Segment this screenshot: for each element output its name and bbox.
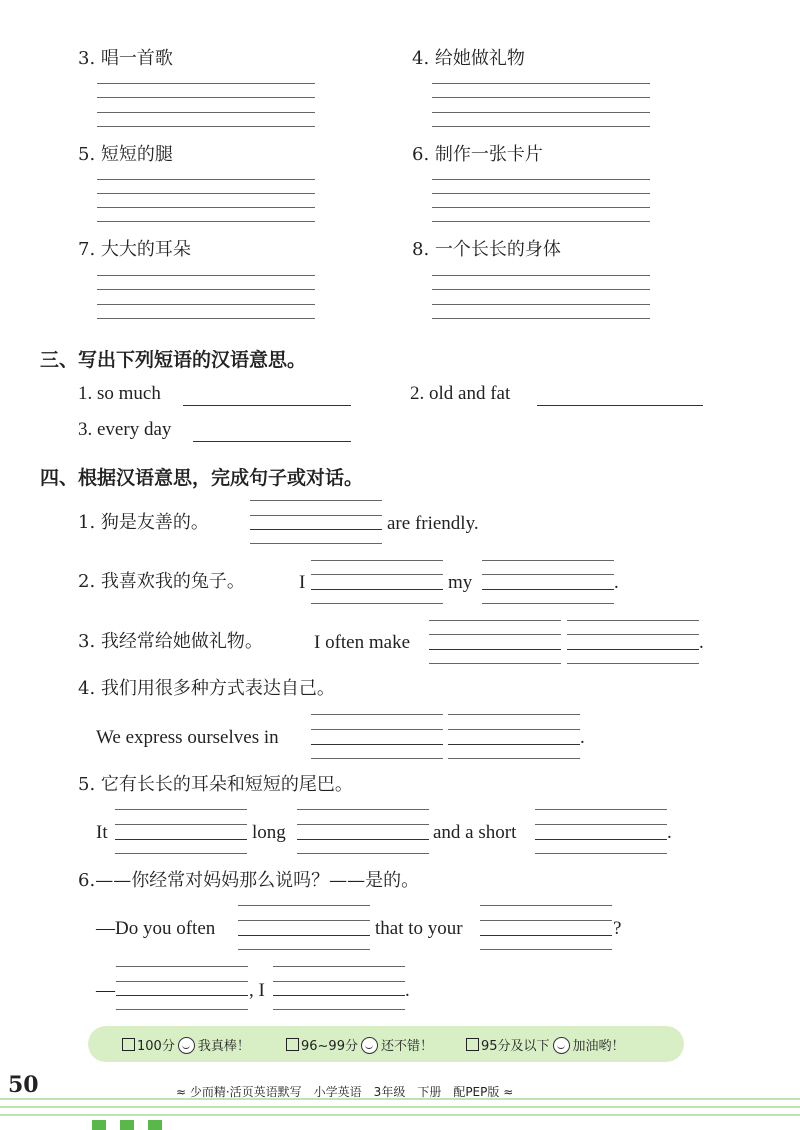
grid-line[interactable]: [273, 966, 405, 967]
grid-line[interactable]: [311, 603, 443, 604]
q3-end: .: [699, 632, 704, 653]
s3-item-3: 3. every day: [78, 419, 172, 440]
writing-line[interactable]: [97, 83, 315, 84]
q3-pre: I often make: [314, 632, 411, 653]
grid-line[interactable]: [116, 966, 248, 967]
q6-ans-pre: —: [96, 980, 115, 1001]
writing-line[interactable]: [97, 193, 315, 194]
q6-ans-mid: , I: [249, 980, 265, 1001]
writing-line[interactable]: [97, 304, 315, 305]
grid-line[interactable]: [448, 714, 580, 715]
grid-line[interactable]: [311, 574, 443, 575]
grid-line[interactable]: [429, 634, 561, 635]
writing-line[interactable]: [97, 207, 315, 208]
grid-line[interactable]: [480, 905, 612, 906]
q5-pre: It: [96, 822, 108, 843]
grid-line[interactable]: [297, 809, 429, 810]
q3-cn: 3. 我经常给她做礼物。: [78, 631, 263, 652]
item-5: 5. 短短的腿: [78, 144, 173, 165]
grid-line[interactable]: [116, 1009, 248, 1010]
grid-line[interactable]: [480, 920, 612, 921]
q6-pre: —Do you often: [96, 918, 216, 939]
footer-wave: [0, 1114, 800, 1116]
writing-line[interactable]: [432, 289, 650, 290]
smiley-icon: [178, 1037, 195, 1054]
grid-line[interactable]: [115, 839, 247, 840]
grid-line[interactable]: [115, 809, 247, 810]
footer-text: ≈ 少而精·活页英语默写 小学英语 3年级 下册 配PEP版 ≈: [176, 1085, 514, 1099]
writing-line[interactable]: [97, 112, 315, 113]
footer-wave: [0, 1106, 800, 1108]
grid-line[interactable]: [311, 560, 443, 561]
grid-line[interactable]: [482, 589, 614, 590]
grid-line[interactable]: [482, 560, 614, 561]
writing-line[interactable]: [432, 275, 650, 276]
q2-pre: I: [299, 572, 306, 593]
grid-line[interactable]: [250, 543, 382, 544]
grid-line[interactable]: [297, 839, 429, 840]
q2-cn: 2. 我喜欢我的兔子。: [78, 571, 245, 592]
grid-line[interactable]: [297, 853, 429, 854]
grid-line[interactable]: [311, 714, 443, 715]
rating-option-96-99[interactable]: 96~99分 还不错！: [286, 1035, 433, 1054]
writing-line[interactable]: [432, 126, 650, 127]
q6-cn: 6.——你经常对妈妈那么说吗？——是的。: [78, 870, 420, 891]
grid-line[interactable]: [482, 574, 614, 575]
writing-line[interactable]: [432, 83, 650, 84]
grid-line[interactable]: [238, 949, 370, 950]
grid-line[interactable]: [116, 995, 248, 996]
writing-line[interactable]: [97, 179, 315, 180]
grid-line[interactable]: [311, 729, 443, 730]
writing-line[interactable]: [432, 112, 650, 113]
rating-bar: [88, 1026, 684, 1062]
q1-tail: are friendly.: [387, 513, 479, 534]
s3-item-1: 1. so much: [78, 383, 161, 404]
grid-line[interactable]: [273, 981, 405, 982]
q5-mid2: and a short: [433, 822, 517, 843]
q4-end: .: [580, 727, 585, 748]
writing-line[interactable]: [432, 193, 650, 194]
grid-line[interactable]: [238, 920, 370, 921]
footer-wave: [0, 1098, 800, 1100]
writing-line[interactable]: [432, 179, 650, 180]
writing-line[interactable]: [432, 304, 650, 305]
writing-line[interactable]: [97, 126, 315, 127]
footer-decoration: [148, 1120, 162, 1130]
writing-line[interactable]: [432, 221, 650, 222]
grid-line[interactable]: [535, 809, 667, 810]
grid-line[interactable]: [273, 1009, 405, 1010]
q6-ans-end: .: [405, 980, 410, 1001]
checkbox[interactable]: [466, 1038, 479, 1051]
grid-line[interactable]: [311, 589, 443, 590]
writing-line[interactable]: [432, 318, 650, 319]
writing-line[interactable]: [97, 275, 315, 276]
grid-line[interactable]: [311, 744, 443, 745]
item-4: 4. 给她做礼物: [412, 48, 525, 69]
grid-line[interactable]: [273, 995, 405, 996]
q2-end: .: [614, 572, 619, 593]
q4-pre: We express ourselves in: [96, 727, 279, 748]
s3-item-2: 2. old and fat: [410, 383, 511, 404]
grid-line[interactable]: [448, 729, 580, 730]
grid-line[interactable]: [429, 649, 561, 650]
answer-line[interactable]: [183, 405, 351, 406]
checkbox[interactable]: [286, 1038, 299, 1051]
answer-line[interactable]: [537, 405, 703, 406]
grid-line[interactable]: [480, 949, 612, 950]
footer-decoration: [120, 1120, 134, 1130]
grid-line[interactable]: [567, 663, 699, 664]
grid-line[interactable]: [429, 663, 561, 664]
grid-line[interactable]: [250, 515, 382, 516]
q1-cn: 1. 狗是友善的。: [78, 512, 209, 533]
grid-line[interactable]: [535, 824, 667, 825]
grid-line[interactable]: [115, 824, 247, 825]
smiley-icon: [553, 1037, 570, 1054]
smiley-icon: [361, 1037, 378, 1054]
q4-cn: 4. 我们用很多种方式表达自己。: [78, 678, 335, 699]
writing-line[interactable]: [97, 221, 315, 222]
grid-line[interactable]: [448, 758, 580, 759]
q2-mid: my: [448, 572, 473, 593]
q5-cn: 5. 它有长长的耳朵和短短的尾巴。: [78, 774, 353, 795]
grid-line[interactable]: [535, 853, 667, 854]
grid-line[interactable]: [238, 935, 370, 936]
grid-line[interactable]: [480, 935, 612, 936]
grid-line[interactable]: [115, 853, 247, 854]
writing-line[interactable]: [97, 289, 315, 290]
q5-end: .: [667, 822, 672, 843]
grid-line[interactable]: [482, 603, 614, 604]
item-8: 8. 一个长长的身体: [412, 239, 561, 260]
q6-mid: that to your: [375, 918, 463, 939]
grid-line[interactable]: [567, 649, 699, 650]
grid-line[interactable]: [448, 744, 580, 745]
rating-option-100[interactable]: 100分 我真棒！: [122, 1035, 250, 1054]
grid-line[interactable]: [116, 981, 248, 982]
grid-line[interactable]: [567, 620, 699, 621]
section-3-title: 三、写出下列短语的汉语意思。: [40, 349, 307, 371]
page-number: 50: [8, 1072, 39, 1098]
writing-line[interactable]: [97, 318, 315, 319]
item-6: 6. 制作一张卡片: [412, 144, 543, 165]
item-3: 3. 唱一首歌: [78, 48, 173, 69]
writing-line[interactable]: [432, 97, 650, 98]
item-7: 7. 大大的耳朵: [78, 239, 191, 260]
writing-line[interactable]: [97, 97, 315, 98]
grid-line[interactable]: [297, 824, 429, 825]
section-4-title: 四、根据汉语意思，完成句子或对话。: [40, 467, 364, 489]
grid-line[interactable]: [238, 905, 370, 906]
rating-option-95-below[interactable]: 95分及以下 加油哟！: [466, 1035, 625, 1054]
grid-line[interactable]: [429, 620, 561, 621]
footer-decoration: [92, 1120, 106, 1130]
q5-mid: long: [252, 822, 286, 843]
writing-line[interactable]: [432, 207, 650, 208]
answer-line[interactable]: [193, 441, 351, 442]
checkbox[interactable]: [122, 1038, 135, 1051]
grid-line[interactable]: [250, 500, 382, 501]
q6-end: ?: [613, 918, 622, 939]
grid-line[interactable]: [567, 634, 699, 635]
grid-line[interactable]: [250, 529, 382, 530]
grid-line[interactable]: [535, 839, 667, 840]
grid-line[interactable]: [311, 758, 443, 759]
